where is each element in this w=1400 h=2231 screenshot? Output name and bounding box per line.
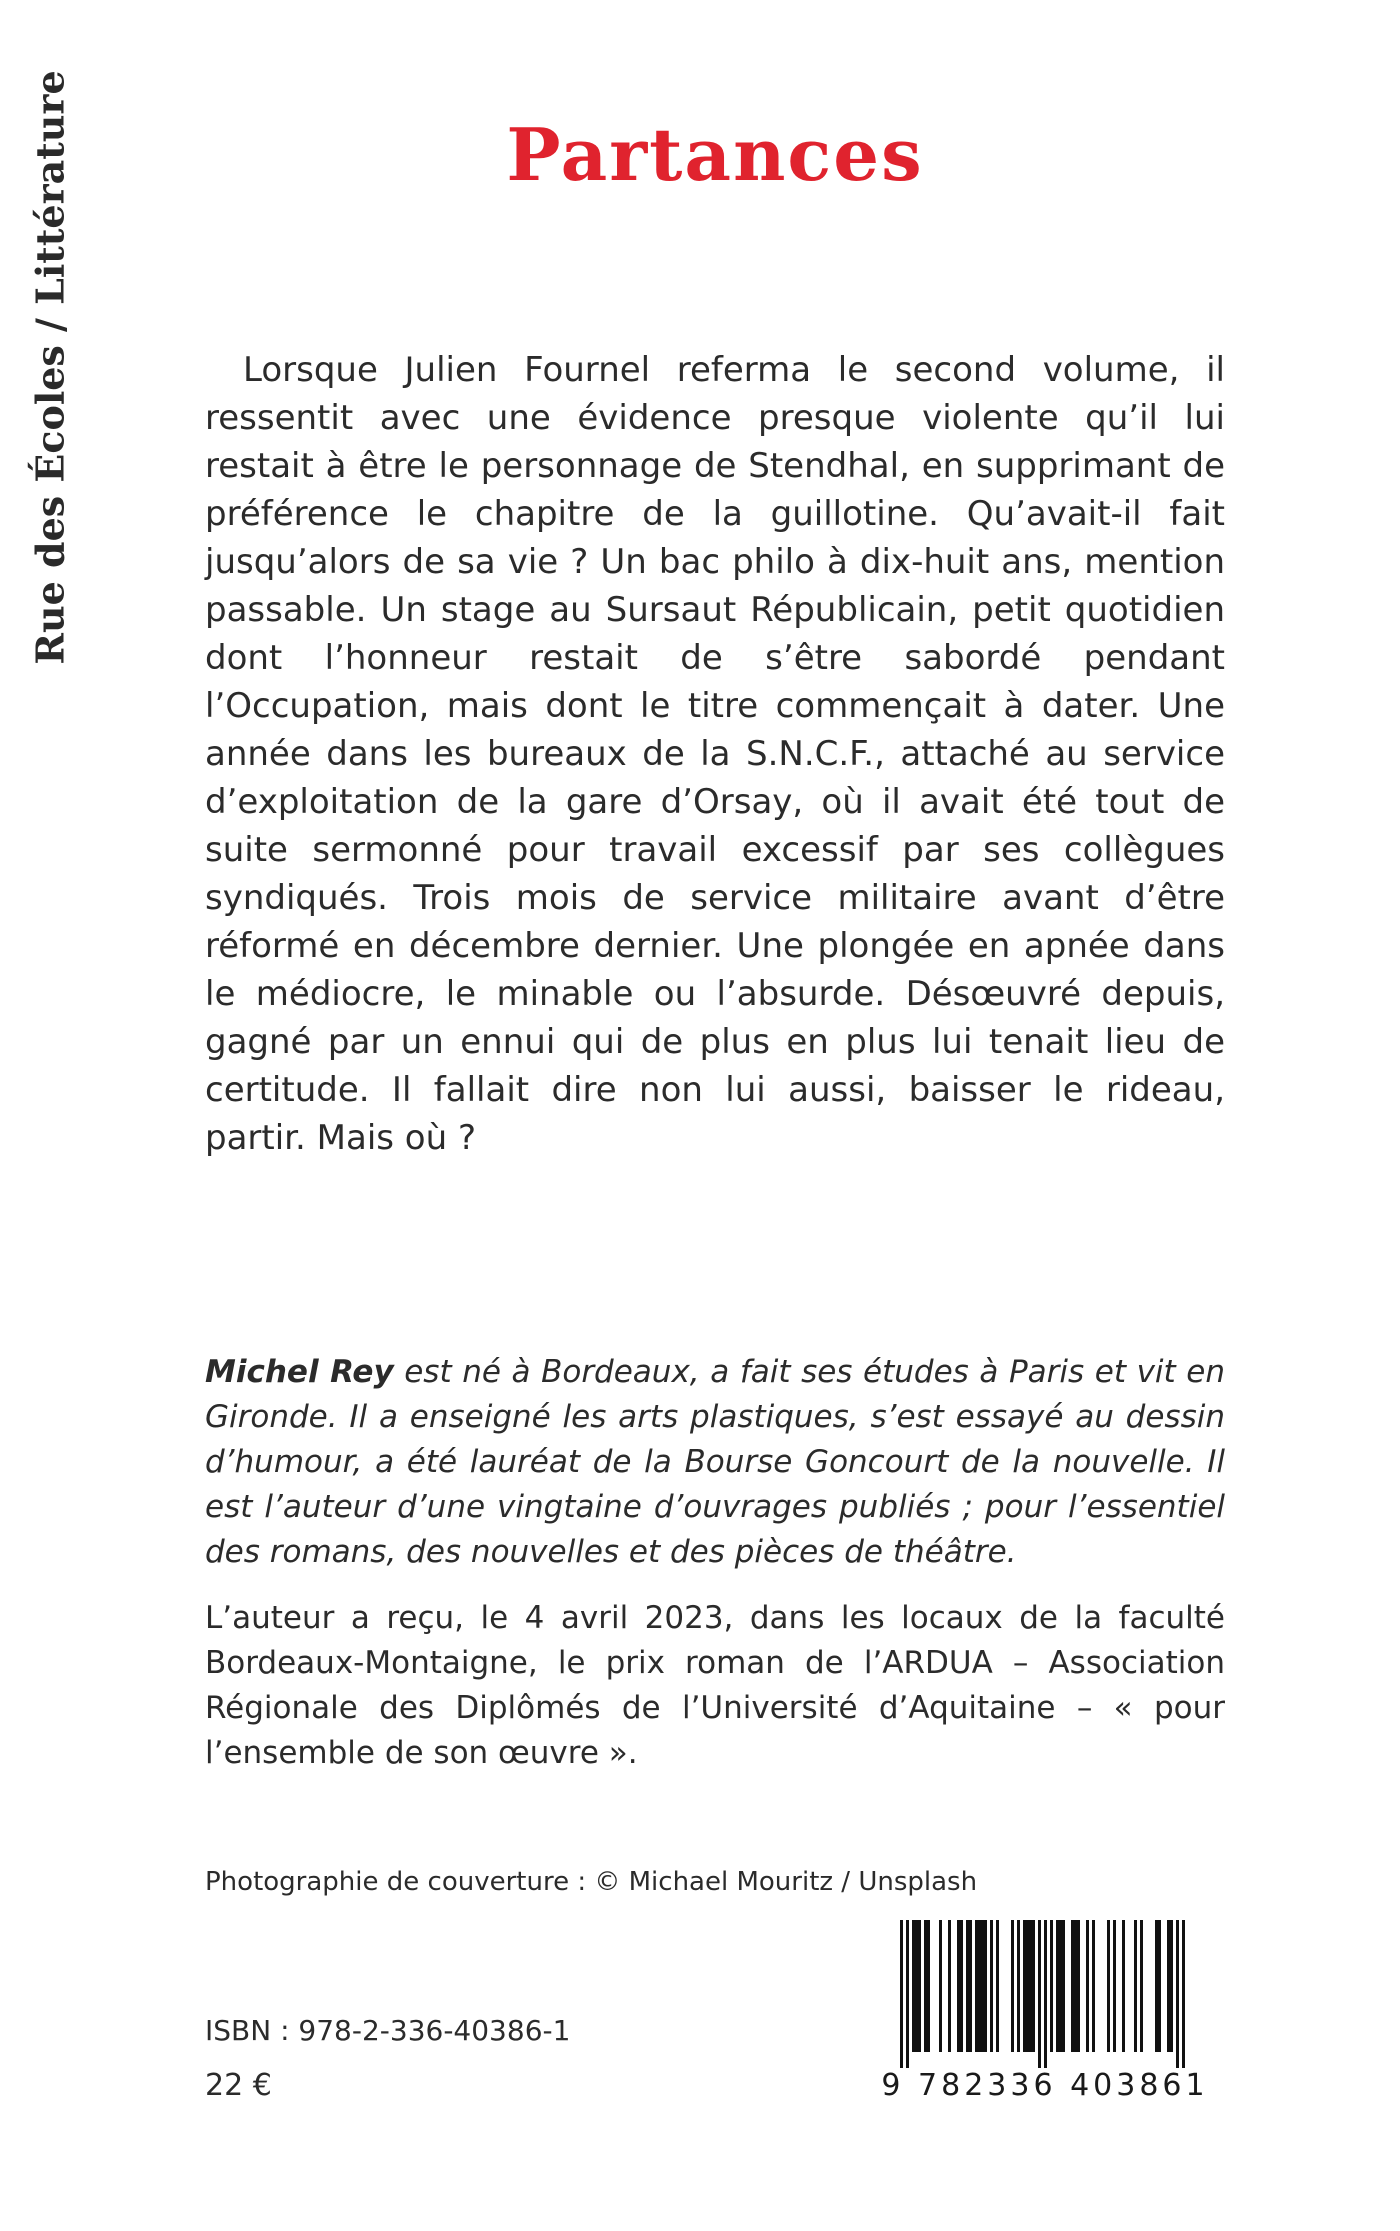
barcode-bar	[1026, 1920, 1029, 2052]
blurb-paragraph: Lorsque Julien Fournel referma le second volume, il ressentit avec une évidence presque violente qu’il lui restait à être le personnage de Stendhal, en supprimant de préférence le chapitre de la guillotine. Qu’avait-il fait jusqu’alors de sa vie ? Un bac philo à dix-huit ans, mention passable. Un stage au Sursaut Républicain, petit quotidien dont l’honneur restait de s’être sabordé pendant l’Occupation, mais dont le titre commençait à dater. Une année dans les bureaux de la S.N.C.F., attaché au service d’exploitation de la gare d’Orsay, où il avait été tout de suite sermonné pour travail excessif par ses collègues syndiqués. Trois mois de service militaire avant d’être réformé en décembre dernier. Une plongée en apnée dans le médiocre, le minable ou l’absurde. Désœuvré depuis, gagné par un ennui qui de plus en plus lui tenait lieu de certitude. Il fallait dire non lui aussi, baisser le rideau, partir. Mais où ?	[205, 350, 1225, 1158]
barcode-bar	[927, 1920, 930, 2052]
barcode-bar	[996, 1920, 999, 2052]
barcode-bar	[1140, 1920, 1143, 2052]
barcode-bar	[1032, 1920, 1035, 2052]
author-bio-text: est né à Bordeaux, a fait ses études à Paris et vit en Gironde. Il a enseigné les arts plastiques, s’est essayé au dessin d’humour, a été lauréat de la Bourse Goncourt de la nouvelle. Il est l’auteur d’une vingtaine d’ouvrages publiés ; pour l’essentiel des romans, des nouvelles et des pièces de théâtre.	[205, 1354, 1225, 1570]
barcode-bar	[924, 1920, 927, 2052]
barcode-bar	[1086, 1920, 1089, 2052]
isbn-label: ISBN : 978-2-336-40386-1	[205, 2014, 571, 2047]
barcode-bar	[906, 1920, 909, 2068]
barcode-bars	[870, 1920, 1220, 2070]
book-title: Partances	[506, 112, 924, 197]
barcode-bar	[1044, 1920, 1047, 2068]
barcode-bar	[1113, 1920, 1116, 2052]
photo-credit: Photographie de couverture : © Michael Mouritz / Unsplash	[205, 1867, 978, 1897]
barcode-bar	[978, 1920, 981, 2052]
barcode	[870, 1920, 1220, 2120]
barcode-bar	[912, 1920, 915, 2052]
barcode-bar	[960, 1920, 963, 2052]
barcode-bar	[900, 1920, 903, 2068]
barcode-digits: 9 782336 403861	[881, 2068, 1209, 2103]
barcode-bar	[1050, 1920, 1053, 2052]
barcode-bar	[1038, 1920, 1041, 2068]
barcode-bar	[1158, 1920, 1161, 2052]
barcode-bar	[1170, 1920, 1173, 2052]
barcode-bar	[1059, 1920, 1062, 2052]
barcode-bar	[1011, 1920, 1014, 2052]
barcode-bar	[984, 1920, 987, 2052]
barcode-bar	[1155, 1920, 1158, 2052]
barcode-bar	[981, 1920, 984, 2052]
barcode-bar	[969, 1920, 972, 2052]
barcode-bar	[1167, 1920, 1170, 2052]
barcode-bar	[1071, 1920, 1074, 2052]
barcode-bar	[1092, 1920, 1095, 2052]
barcode-bar	[1122, 1920, 1125, 2052]
barcode-bar	[990, 1920, 993, 2052]
barcode-bar	[1023, 1920, 1026, 2052]
barcode-bar	[975, 1920, 978, 2052]
barcode-bar	[1056, 1920, 1059, 2052]
barcode-bar	[939, 1920, 942, 2052]
barcode-bar	[1176, 1920, 1179, 2068]
barcode-bar	[1077, 1920, 1080, 2052]
barcode-bar	[1029, 1920, 1032, 2052]
price-label: 22 €	[205, 2068, 272, 2103]
barcode-bar	[966, 1920, 969, 2052]
barcode-bar	[918, 1920, 921, 2052]
barcode-bar	[1062, 1920, 1065, 2052]
barcode-bar	[957, 1920, 960, 2052]
barcode-bar	[915, 1920, 918, 2052]
barcode-bar	[1017, 1920, 1020, 2052]
barcode-bar	[948, 1920, 951, 2052]
author-name: Michel Rey	[205, 1354, 394, 1390]
barcode-bar	[1182, 1920, 1185, 2068]
barcode-bar	[1074, 1920, 1077, 2052]
barcode-bar	[1134, 1920, 1137, 2052]
award-paragraph: L’auteur a reçu, le 4 avril 2023, dans les locaux de la faculté Bordeaux-Montaigne, le prix roman de l’ARDUA – Association Régionale des Diplômés de l’Université d’Aquitaine – « pour l’ensemble de son œuvre ».	[205, 1600, 1225, 1771]
author-bio	[205, 1350, 1225, 1575]
spine-label	[14, 70, 86, 665]
barcode-bar	[1107, 1920, 1110, 2052]
collection-name: Rue des Écoles / Littérature	[27, 70, 73, 665]
